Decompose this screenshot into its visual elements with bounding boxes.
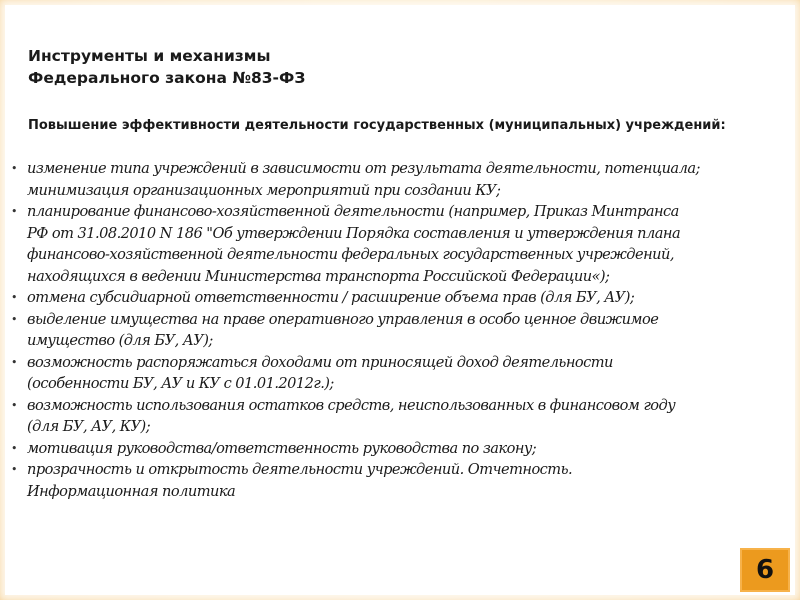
bullet-item <box>5 287 785 309</box>
bullet-text-line: возможность распоряжаться доходами от приносящей доход деятельности <box>27 353 613 371</box>
bullet-text-line: планирование финансово-хозяйственной деятельности (например, Приказ Минтранса <box>27 203 679 220</box>
bullet-text-line: (для БУ, АУ, КУ); <box>27 418 151 435</box>
bullet-text-line: РФ от 31.08.2010 N 186 "Об утверждении Порядка составления и утверждения плана <box>27 224 681 242</box>
bullet-list <box>5 158 785 502</box>
bullet-text-line: находящихся в ведении Министерства транспорта Российской Федерации«); <box>27 267 610 285</box>
bullet-item <box>5 438 785 460</box>
bullet-text-line: возможность использования остатков средств, неиспользованных в финансовом году <box>27 396 676 414</box>
bullet-item <box>5 395 785 438</box>
bullet-text-line: минимизация организационных мероприятий при создании КУ; <box>27 181 501 199</box>
bullet-item <box>5 201 785 287</box>
bullet-item <box>5 309 785 352</box>
bullet-dot-icon: • <box>11 355 17 369</box>
bullet-dot-icon: • <box>11 291 17 304</box>
bullet-text-line: выделение имущества на праве оперативного управления в особо ценное движимое <box>27 310 659 328</box>
slide-subtitle: Повышение эффективности деятельности государственных (муниципальных) учреждений: <box>28 118 726 133</box>
bullet-item <box>5 352 785 395</box>
bullet-dot-icon: • <box>11 398 17 412</box>
bullet-text-line: мотивация руководства/ответственность руководства по закону; <box>27 439 537 457</box>
slide-title <box>28 45 305 89</box>
bullet-dot-icon: • <box>11 205 17 218</box>
bullet-text-line: Информационная политика <box>27 482 236 500</box>
bullet-dot-icon: • <box>11 162 17 175</box>
bullet-dot-icon: • <box>11 463 17 476</box>
slide-title-line: Федерального закона №83-ФЗ <box>28 69 306 87</box>
slide-content-panel <box>5 5 795 595</box>
bullet-text-line: финансово-хозяйственной деятельности федеральных государственных учреждений, <box>27 246 674 263</box>
bullet-text-line: (особенности БУ, АУ и КУ с 01.01.2012г.); <box>27 375 334 392</box>
bullet-dot-icon: • <box>11 312 17 326</box>
slide-title-line: Инструменты и механизмы <box>28 47 271 65</box>
bullet-text-line: прозрачность и открытость деятельности учреждений. Отчетность. <box>27 461 573 478</box>
bullet-dot-icon: • <box>11 441 17 455</box>
bullet-text-line: отмена субсидиарной ответственности / расширение объема прав (для БУ, АУ); <box>27 289 635 306</box>
bullet-item <box>5 158 785 201</box>
page-number-badge: 6 <box>740 548 790 592</box>
bullet-text-line: имущество (для БУ, АУ); <box>27 332 213 349</box>
bullet-text-line: изменение типа учреждений в зависимости от результата деятельности, потенциала; <box>27 160 700 177</box>
bullet-item <box>5 459 785 502</box>
